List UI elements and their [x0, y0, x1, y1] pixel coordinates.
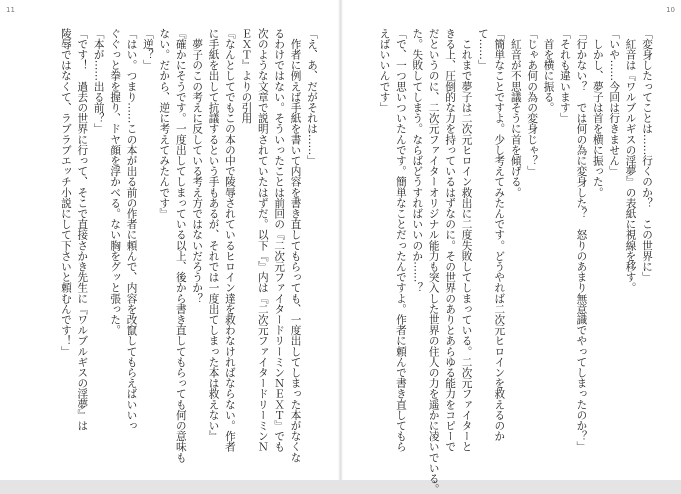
- text-line: 「それも違います」: [558, 28, 571, 124]
- text-line: 『確かにそうです。一度出してしまっている以上、後から書き直してもらっても何の意味も: [174, 28, 187, 463]
- text-line: た。失敗してしまう。ならばどうすればいいのか……？: [411, 28, 424, 293]
- text-line: 「行かない？ では何の為に変身した？ 怒りのあまり無意識でやってしまったのか？」: [575, 28, 588, 452]
- text-line: 「いや……今回は行きません」: [608, 28, 621, 177]
- text-line: 紅音が不思議そうに首を傾げる。: [509, 28, 522, 198]
- right-page-text: [375, 28, 655, 494]
- text-line: 陵辱ではなくて、ラブラブエッチ小説にして下さいと頼むんです！」: [59, 28, 72, 357]
- page-number-right: 10: [666, 6, 675, 14]
- text-line: 「え、あ、だがそれは……」: [306, 28, 318, 166]
- right-page: [341, 0, 681, 494]
- text-line: て……」: [476, 28, 489, 71]
- text-line: だというのに、二次元ファイターオリジナル能力も突入した世界の住人の力を遥かに凌いでいる。: [427, 28, 440, 494]
- left-page: [0, 0, 340, 480]
- book-gutter: [338, 0, 343, 480]
- text-line: るわけではない。そういったことは前回の『二次元ファイタードリーミンＮＥＸＴ』でも: [273, 28, 286, 452]
- text-line: えばいいんです」: [378, 28, 391, 113]
- text-line: 「逆？」: [141, 28, 154, 71]
- page-number-left: 11: [6, 6, 15, 14]
- text-line: 作者に例えば手紙を書いて内容を書き直してもらっても、一度出してしまった本がなくな: [289, 28, 302, 463]
- text-line: ＥＸＴ』よりの引用: [240, 28, 253, 124]
- text-line: ない。だから、逆に考えてみたんです』: [158, 28, 171, 219]
- text-line: 夢子のこの考えに反している考え方ではないだろうか？: [191, 28, 204, 304]
- text-line: 「はい。つまり……この本が出る前の作者に頼んで、内容を改竄してもらえばいいっ: [125, 28, 138, 431]
- text-line: 「じゃあ何の為の変身じゃ？」: [526, 28, 539, 177]
- text-line: 首を横に振る。: [542, 28, 555, 113]
- text-line: しかし、夢子は首を横に振った。: [591, 28, 604, 198]
- text-line: これまで夢子は二次元ヒロイン救出に二度失敗してしまっている。二次元ファイターと: [460, 28, 473, 452]
- text-line: に手紙を出して抗議するという手もあるが、それでは一度出てしまった本は救えない』: [207, 28, 220, 442]
- text-line: 「簡単なことですよ。少し考えてみたんです。どうやれば二次元ヒロインを救えるのか: [493, 28, 506, 442]
- text-line: きる上、圧倒的な力を持っているはずなのに。その世界のありとあらゆる能力をコピーで: [444, 28, 457, 452]
- text-line: 紅音は『ワルブルギスの淫夢』の表紙に視線を移す。: [624, 28, 637, 293]
- left-page-text: [10, 28, 320, 463]
- text-line: 『なんとしてでもこの本の中で陵辱されているヒロイン達を救わなければならない。作者: [223, 28, 236, 452]
- text-line: 次のような文章で説明されていたはずだ。以下『』内は『二次元ファイタードリーミンＮ: [256, 28, 269, 452]
- text-line: 「本が……出る前？」: [92, 28, 105, 134]
- text-line: 「です！ 過去の世界に行って、そこで直接さかき先生に『ワルブルギスの淫夢』は: [76, 28, 89, 431]
- text-line: 「変身したってことは……行くのか？ この世界に」: [641, 28, 653, 283]
- text-line: 「で、一つ思いついたんです。簡単なことだったんですよ。作者に頼んで書き直してもら: [394, 28, 407, 452]
- text-line: ぐぐっと拳を握り、ドヤ顔を浮かべる。ない胸をグッと張った。: [109, 28, 122, 336]
